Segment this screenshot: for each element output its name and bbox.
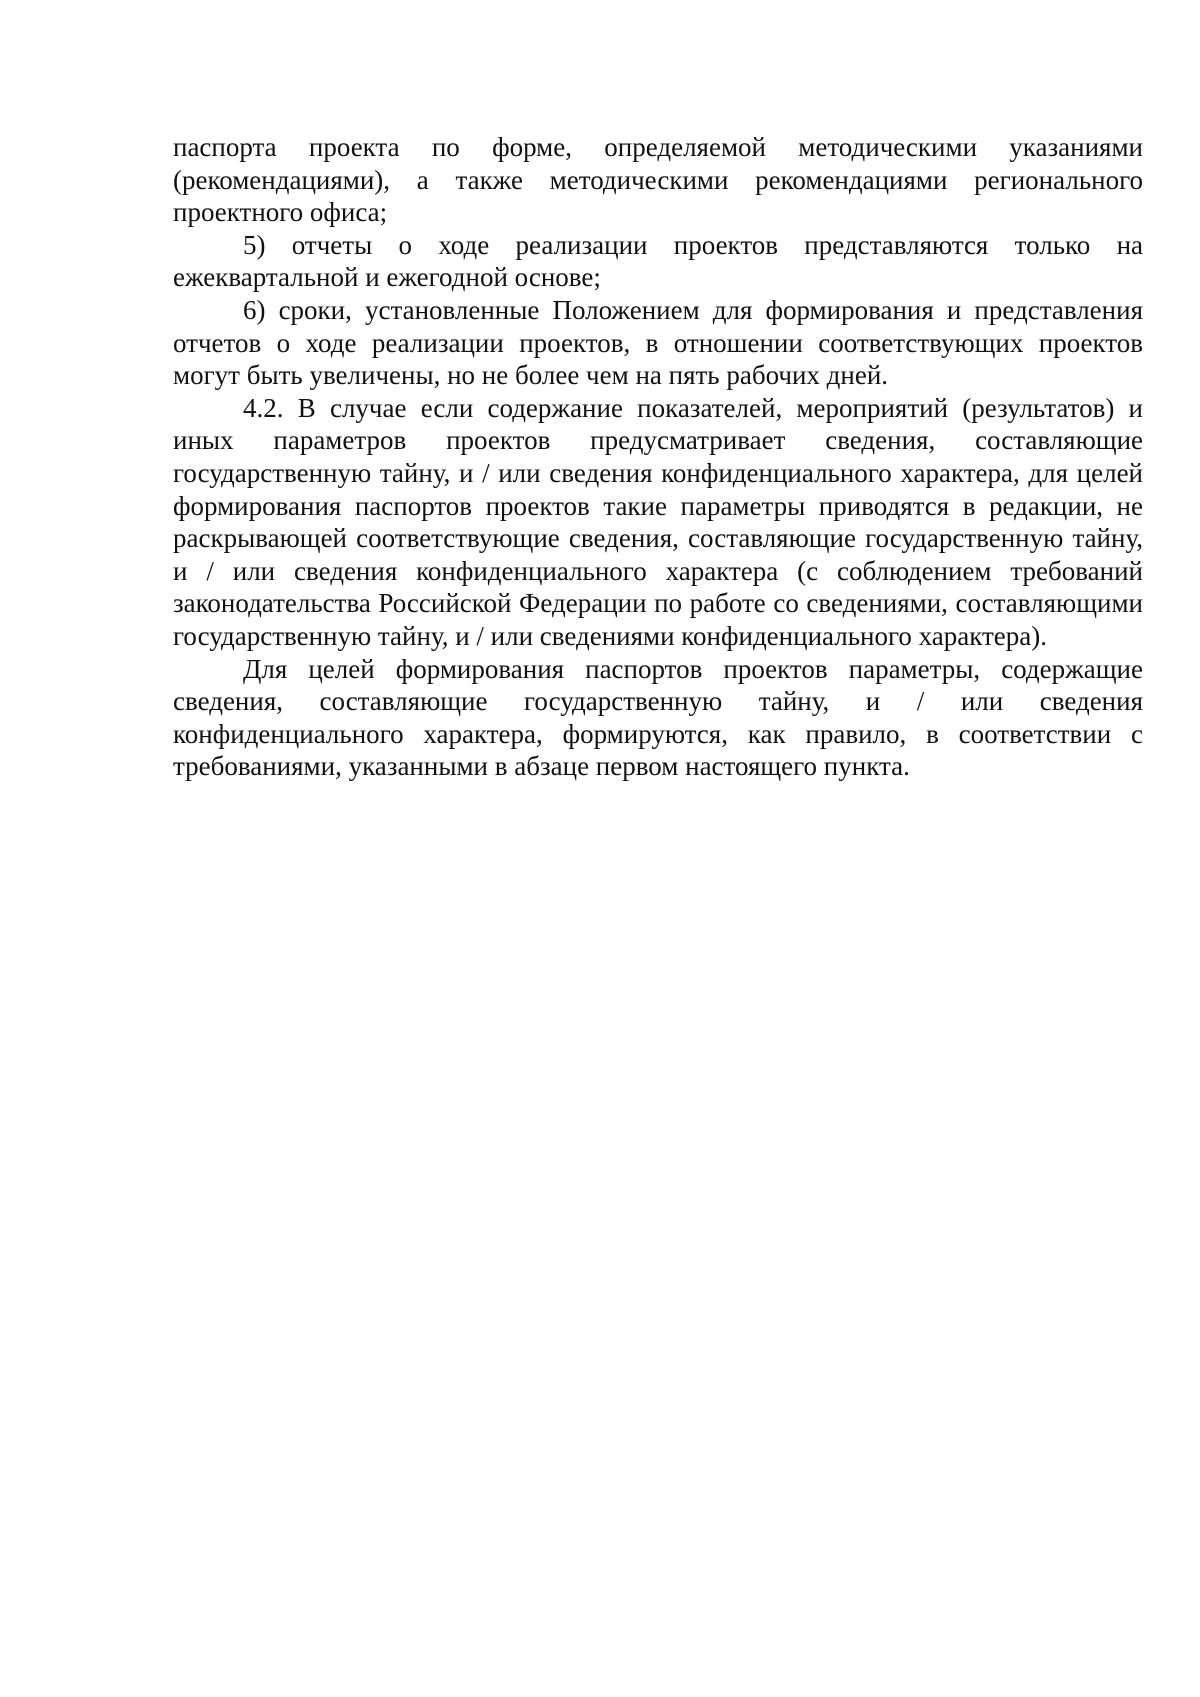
paragraph-passport-parameters: Для целей формирования паспортов проектов параметры, содержащие сведения, составляющие государственную тайну, и / или сведения конфиденциального характера, формируются, как правило, в соответствии с требованиями, указанными в абзаце первом настоящего пункта. [173, 653, 1143, 782]
paragraph-item-5-reports: 5) отчеты о ходе реализации проектов представляются только на ежеквартальной и ежегодной основе; [173, 229, 1143, 293]
document-body [173, 131, 1143, 783]
paragraph-item-6-deadlines: 6) сроки, установленные Положением для формирования и представления отчетов о ходе реализации проектов, в отношении соответствующих проектов могут быть увеличены, но не более чем на пять рабочих дней. [173, 294, 1143, 391]
paragraph-section-4-2: 4.2. В случае если содержание показателей, мероприятий (результатов) и иных параметров проектов предусматривает сведения, составляющие государственную тайну, и / или сведения конфиденциального характера, для целей формирования паспортов проектов такие параметры приводятся в редакции, не раскрывающей соответствующие сведения, составляющие государственную тайну, и / или сведения конфиденциального характера (с соблюдением требований законодательства Российской Федерации по работе со сведениями, составляющими государственную тайну, и / или сведениями конфиденциального характера). [173, 392, 1143, 651]
paragraph-passport-continuation: паспорта проекта по форме, определяемой методическими указаниями (рекомендациями), а также методическими рекомендациями регионального проектного офиса; [173, 132, 1143, 228]
